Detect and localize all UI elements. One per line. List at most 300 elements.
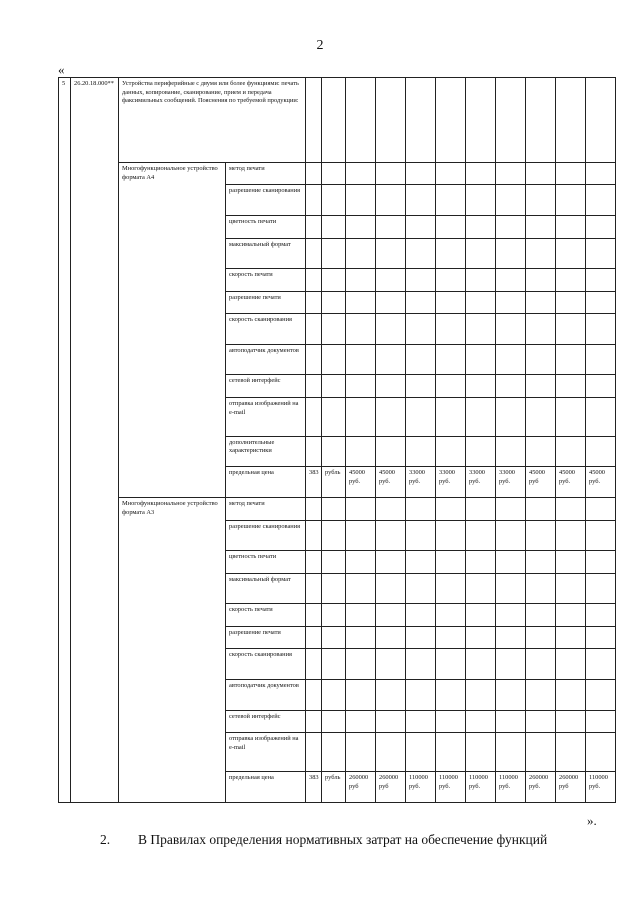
empty-cell xyxy=(322,314,346,345)
empty-cell xyxy=(376,573,406,604)
empty-cell xyxy=(406,314,436,345)
empty-cell xyxy=(496,649,526,680)
characteristic-cell: максимальный формат xyxy=(226,238,306,269)
empty-cell xyxy=(322,397,346,436)
device-type-cell: Многофункциональное устройство формата А3 xyxy=(119,498,226,803)
empty-cell xyxy=(406,626,436,648)
empty-cell xyxy=(526,78,556,163)
price-cell: 33000 руб. xyxy=(466,467,496,498)
price-cell: 45000 руб. xyxy=(346,467,376,498)
empty-cell xyxy=(556,733,586,772)
empty-cell xyxy=(526,185,556,216)
characteristic-cell: автоподатчик документов xyxy=(226,344,306,375)
empty-cell xyxy=(466,680,496,711)
empty-cell xyxy=(406,436,436,467)
empty-cell xyxy=(586,649,616,680)
empty-cell xyxy=(556,710,586,732)
empty-cell xyxy=(346,397,376,436)
empty-cell xyxy=(556,375,586,397)
empty-cell xyxy=(556,498,586,520)
empty-cell xyxy=(466,78,496,163)
empty-cell xyxy=(586,604,616,626)
empty-cell xyxy=(496,604,526,626)
empty-cell xyxy=(466,185,496,216)
empty-cell xyxy=(586,238,616,269)
empty-cell xyxy=(346,291,376,313)
characteristic-cell: разрешение сканирования xyxy=(226,520,306,551)
empty-cell xyxy=(586,78,616,163)
empty-cell xyxy=(376,238,406,269)
empty-cell xyxy=(376,680,406,711)
price-cell: 45000 руб. xyxy=(586,467,616,498)
empty-cell xyxy=(322,710,346,732)
empty-cell xyxy=(436,710,466,732)
empty-cell xyxy=(436,375,466,397)
empty-cell xyxy=(586,733,616,772)
empty-cell xyxy=(586,216,616,238)
empty-cell xyxy=(376,162,406,184)
empty-cell xyxy=(496,269,526,291)
empty-cell xyxy=(406,78,436,163)
empty-cell xyxy=(556,162,586,184)
empty-cell xyxy=(406,520,436,551)
characteristic-cell: автоподатчик документов xyxy=(226,680,306,711)
empty-cell xyxy=(436,498,466,520)
empty-cell xyxy=(306,710,322,732)
empty-cell xyxy=(406,375,436,397)
empty-cell xyxy=(376,314,406,345)
empty-cell xyxy=(586,551,616,573)
empty-cell xyxy=(406,551,436,573)
empty-cell xyxy=(306,397,322,436)
empty-cell xyxy=(466,291,496,313)
empty-cell xyxy=(436,680,466,711)
table-row xyxy=(59,498,616,520)
empty-cell xyxy=(496,680,526,711)
empty-cell xyxy=(556,216,586,238)
empty-cell xyxy=(526,238,556,269)
empty-cell xyxy=(586,162,616,184)
characteristic-cell: разрешение печати xyxy=(226,291,306,313)
price-cell: 33000 руб. xyxy=(406,467,436,498)
empty-cell xyxy=(556,269,586,291)
empty-cell xyxy=(526,375,556,397)
price-cell: 260000 руб xyxy=(556,772,586,803)
empty-cell xyxy=(586,680,616,711)
page-number: 2 xyxy=(316,38,324,53)
empty-cell xyxy=(586,269,616,291)
price-label-cell: предельная цена xyxy=(226,772,306,803)
empty-cell xyxy=(466,314,496,345)
characteristic-cell: метод печати xyxy=(226,498,306,520)
price-cell: 110000 руб. xyxy=(436,772,466,803)
empty-cell xyxy=(526,498,556,520)
empty-cell xyxy=(376,649,406,680)
price-cell: 110000 руб. xyxy=(586,772,616,803)
empty-cell xyxy=(322,436,346,467)
empty-cell xyxy=(306,733,322,772)
empty-cell xyxy=(436,649,466,680)
empty-cell xyxy=(406,498,436,520)
empty-cell xyxy=(526,216,556,238)
characteristic-cell: сетевой интерфейс xyxy=(226,375,306,397)
empty-cell xyxy=(346,162,376,184)
empty-cell xyxy=(586,314,616,345)
empty-cell xyxy=(406,269,436,291)
empty-cell xyxy=(466,162,496,184)
empty-cell xyxy=(556,291,586,313)
characteristic-cell: цветность печати xyxy=(226,216,306,238)
empty-cell xyxy=(496,733,526,772)
characteristic-cell: отправка изображений на e-mail xyxy=(226,733,306,772)
price-cell: 110000 руб. xyxy=(466,772,496,803)
empty-cell xyxy=(466,733,496,772)
characteristic-cell: дополнительные характеристики xyxy=(226,436,306,467)
empty-cell xyxy=(406,710,436,732)
empty-cell xyxy=(466,436,496,467)
okei-code-cell: 383 xyxy=(306,467,322,498)
empty-cell xyxy=(586,375,616,397)
empty-cell xyxy=(526,649,556,680)
empty-cell xyxy=(526,604,556,626)
empty-cell xyxy=(322,604,346,626)
empty-cell xyxy=(466,375,496,397)
empty-cell xyxy=(586,520,616,551)
empty-cell xyxy=(306,216,322,238)
empty-cell xyxy=(406,397,436,436)
closing-quote: ». xyxy=(587,813,597,828)
characteristic-cell: скорость сканирования xyxy=(226,314,306,345)
empty-cell xyxy=(436,573,466,604)
empty-cell xyxy=(346,551,376,573)
empty-cell xyxy=(436,269,466,291)
table-row xyxy=(59,162,616,184)
empty-cell xyxy=(376,733,406,772)
characteristic-cell: скорость сканирования xyxy=(226,649,306,680)
empty-cell xyxy=(556,344,586,375)
empty-cell xyxy=(306,269,322,291)
empty-cell xyxy=(306,649,322,680)
empty-cell xyxy=(306,573,322,604)
empty-cell xyxy=(346,626,376,648)
empty-cell xyxy=(306,291,322,313)
characteristic-cell: цветность печати xyxy=(226,551,306,573)
empty-cell xyxy=(496,436,526,467)
empty-cell xyxy=(436,436,466,467)
opening-quote: « xyxy=(58,62,65,77)
empty-cell xyxy=(586,291,616,313)
okpd2-code-cell: 26.20.18.000** xyxy=(71,78,119,803)
empty-cell xyxy=(556,436,586,467)
empty-cell xyxy=(376,78,406,163)
empty-cell xyxy=(436,314,466,345)
empty-cell xyxy=(406,733,436,772)
price-cell: 260000 руб. xyxy=(526,772,556,803)
empty-cell xyxy=(526,314,556,345)
empty-cell xyxy=(346,185,376,216)
empty-cell xyxy=(322,238,346,269)
empty-cell xyxy=(376,520,406,551)
empty-cell xyxy=(322,680,346,711)
empty-cell xyxy=(586,185,616,216)
empty-cell xyxy=(586,397,616,436)
empty-cell xyxy=(556,604,586,626)
empty-cell xyxy=(322,162,346,184)
empty-cell xyxy=(466,269,496,291)
characteristic-cell: разрешение печати xyxy=(226,626,306,648)
empty-cell xyxy=(466,649,496,680)
empty-cell xyxy=(556,314,586,345)
empty-cell xyxy=(526,344,556,375)
empty-cell xyxy=(496,344,526,375)
empty-cell xyxy=(322,216,346,238)
table-row xyxy=(59,78,616,163)
empty-cell xyxy=(586,573,616,604)
empty-cell xyxy=(346,680,376,711)
empty-cell xyxy=(322,498,346,520)
empty-cell xyxy=(556,185,586,216)
empty-cell xyxy=(526,573,556,604)
empty-cell xyxy=(526,626,556,648)
empty-cell xyxy=(586,344,616,375)
price-cell: 45000 руб. xyxy=(556,467,586,498)
empty-cell xyxy=(346,269,376,291)
empty-cell xyxy=(436,216,466,238)
empty-cell xyxy=(496,78,526,163)
empty-cell xyxy=(526,162,556,184)
price-cell: 260000 руб xyxy=(346,772,376,803)
price-label-cell: предельная цена xyxy=(226,467,306,498)
unit-cell: рубль xyxy=(322,467,346,498)
empty-cell xyxy=(346,733,376,772)
empty-cell xyxy=(496,498,526,520)
empty-cell xyxy=(306,680,322,711)
empty-cell xyxy=(496,162,526,184)
empty-cell xyxy=(466,520,496,551)
empty-cell xyxy=(556,238,586,269)
empty-cell xyxy=(322,551,346,573)
requirements-table xyxy=(58,77,616,803)
empty-cell xyxy=(346,520,376,551)
empty-cell xyxy=(346,710,376,732)
empty-cell xyxy=(466,397,496,436)
empty-cell xyxy=(376,185,406,216)
empty-cell xyxy=(526,680,556,711)
empty-cell xyxy=(376,551,406,573)
empty-cell xyxy=(526,436,556,467)
empty-cell xyxy=(526,269,556,291)
paragraph-number: 2. xyxy=(100,832,111,847)
empty-cell xyxy=(436,604,466,626)
empty-cell xyxy=(306,185,322,216)
empty-cell xyxy=(376,710,406,732)
paragraph-text: В Правилах определения нормативных затрат на обеспечение функций xyxy=(138,832,548,847)
empty-cell xyxy=(346,344,376,375)
unit-cell: рубль xyxy=(322,772,346,803)
empty-cell xyxy=(526,397,556,436)
characteristic-cell: метод печати xyxy=(226,162,306,184)
empty-cell xyxy=(556,520,586,551)
okei-code-cell: 383 xyxy=(306,772,322,803)
empty-cell xyxy=(526,551,556,573)
empty-cell xyxy=(346,604,376,626)
empty-cell xyxy=(496,238,526,269)
empty-cell xyxy=(496,397,526,436)
empty-cell xyxy=(376,269,406,291)
characteristic-cell: скорость печати xyxy=(226,269,306,291)
empty-cell xyxy=(556,397,586,436)
empty-cell xyxy=(306,604,322,626)
characteristic-cell: разрешение сканирования xyxy=(226,185,306,216)
empty-cell xyxy=(376,216,406,238)
empty-cell xyxy=(466,626,496,648)
empty-cell xyxy=(406,573,436,604)
empty-cell xyxy=(436,162,466,184)
empty-cell xyxy=(586,710,616,732)
empty-cell xyxy=(322,649,346,680)
empty-cell xyxy=(556,680,586,711)
empty-cell xyxy=(376,604,406,626)
empty-cell xyxy=(376,498,406,520)
price-cell: 45000 руб. xyxy=(376,467,406,498)
empty-cell xyxy=(436,520,466,551)
empty-cell xyxy=(346,436,376,467)
empty-cell xyxy=(436,397,466,436)
price-cell: 110000 руб. xyxy=(496,772,526,803)
empty-cell xyxy=(322,78,346,163)
empty-cell xyxy=(556,551,586,573)
empty-cell xyxy=(376,375,406,397)
empty-cell xyxy=(406,604,436,626)
empty-cell xyxy=(556,78,586,163)
empty-cell xyxy=(406,344,436,375)
price-cell: 33000 руб. xyxy=(436,467,466,498)
empty-cell xyxy=(496,291,526,313)
empty-cell xyxy=(436,733,466,772)
empty-cell xyxy=(496,626,526,648)
empty-cell xyxy=(436,78,466,163)
empty-cell xyxy=(496,314,526,345)
empty-cell xyxy=(306,238,322,269)
empty-cell xyxy=(496,520,526,551)
empty-cell xyxy=(322,185,346,216)
device-type-cell: Многофункциональное устройство формата А4 xyxy=(119,162,226,497)
empty-cell xyxy=(466,344,496,375)
empty-cell xyxy=(346,238,376,269)
row-number-cell: 5 xyxy=(59,78,71,803)
empty-cell xyxy=(496,573,526,604)
empty-cell xyxy=(466,710,496,732)
characteristic-cell: сетевой интерфейс xyxy=(226,710,306,732)
empty-cell xyxy=(346,78,376,163)
empty-cell xyxy=(586,626,616,648)
empty-cell xyxy=(496,375,526,397)
empty-cell xyxy=(556,573,586,604)
empty-cell xyxy=(306,344,322,375)
price-cell: 33000 руб. xyxy=(496,467,526,498)
price-cell: 45000 руб xyxy=(526,467,556,498)
empty-cell xyxy=(322,375,346,397)
empty-cell xyxy=(586,436,616,467)
empty-cell xyxy=(556,626,586,648)
characteristic-cell: скорость печати xyxy=(226,604,306,626)
empty-cell xyxy=(306,551,322,573)
empty-cell xyxy=(496,216,526,238)
empty-cell xyxy=(436,291,466,313)
empty-cell xyxy=(306,436,322,467)
empty-cell xyxy=(436,626,466,648)
empty-cell xyxy=(406,291,436,313)
empty-cell xyxy=(406,649,436,680)
price-cell: 110000 руб. xyxy=(406,772,436,803)
empty-cell xyxy=(376,291,406,313)
empty-cell xyxy=(466,551,496,573)
empty-cell xyxy=(466,604,496,626)
empty-cell xyxy=(322,269,346,291)
empty-cell xyxy=(346,498,376,520)
empty-cell xyxy=(322,733,346,772)
empty-cell xyxy=(526,733,556,772)
empty-cell xyxy=(406,238,436,269)
empty-cell xyxy=(406,216,436,238)
empty-cell xyxy=(436,238,466,269)
empty-cell xyxy=(306,626,322,648)
empty-cell xyxy=(436,344,466,375)
empty-cell xyxy=(346,375,376,397)
empty-cell xyxy=(322,626,346,648)
empty-cell xyxy=(466,498,496,520)
empty-cell xyxy=(376,344,406,375)
empty-cell xyxy=(306,78,322,163)
empty-cell xyxy=(526,520,556,551)
empty-cell xyxy=(586,498,616,520)
characteristic-cell: отправка изображений на e-mail xyxy=(226,397,306,436)
empty-cell xyxy=(406,185,436,216)
product-name-cell: Устройства периферийные с двумя или более функциями: печать данных, копирование, сканирование, прием и передача факсимильных сообщений. Пояснения по требуемой продукции: xyxy=(119,78,306,163)
empty-cell xyxy=(346,314,376,345)
empty-cell xyxy=(496,185,526,216)
price-cell: 260000 руб xyxy=(376,772,406,803)
empty-cell xyxy=(496,551,526,573)
empty-cell xyxy=(496,710,526,732)
empty-cell xyxy=(436,185,466,216)
empty-cell xyxy=(376,397,406,436)
empty-cell xyxy=(306,375,322,397)
empty-cell xyxy=(556,649,586,680)
empty-cell xyxy=(376,626,406,648)
characteristic-cell: максимальный формат xyxy=(226,573,306,604)
empty-cell xyxy=(406,680,436,711)
empty-cell xyxy=(376,436,406,467)
empty-cell xyxy=(306,520,322,551)
empty-cell xyxy=(346,649,376,680)
empty-cell xyxy=(306,498,322,520)
empty-cell xyxy=(306,162,322,184)
empty-cell xyxy=(526,710,556,732)
empty-cell xyxy=(322,520,346,551)
empty-cell xyxy=(466,238,496,269)
empty-cell xyxy=(466,216,496,238)
empty-cell xyxy=(322,344,346,375)
empty-cell xyxy=(346,573,376,604)
empty-cell xyxy=(466,573,496,604)
empty-cell xyxy=(346,216,376,238)
empty-cell xyxy=(436,551,466,573)
empty-cell xyxy=(322,291,346,313)
empty-cell xyxy=(306,314,322,345)
empty-cell xyxy=(406,162,436,184)
empty-cell xyxy=(322,573,346,604)
